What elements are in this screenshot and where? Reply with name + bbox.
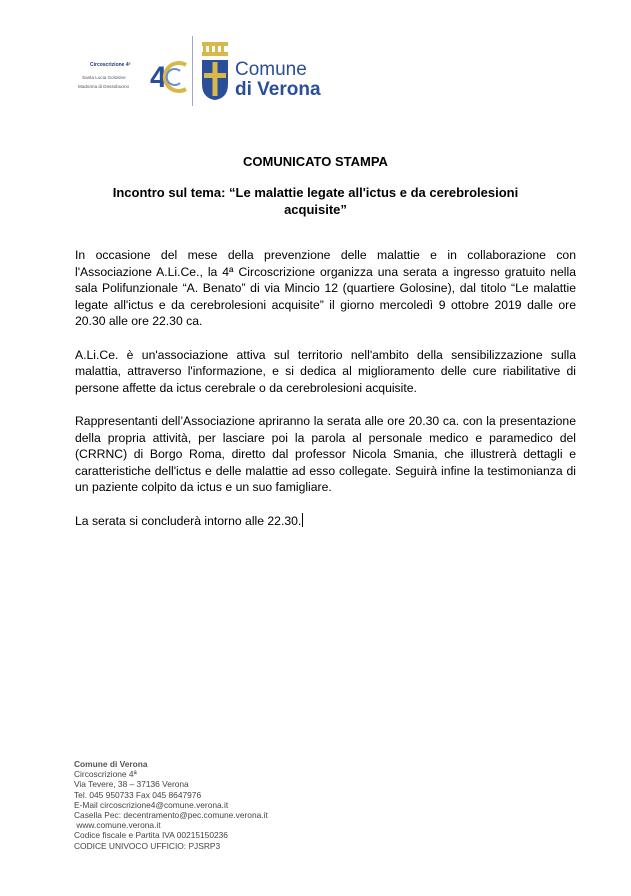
footer [74,759,268,851]
comune-wordmark-line2: di Verona [235,79,321,100]
footer-line: CODICE UNIVOCO UFFICIO: PJSRP3 [74,840,221,851]
footer-line: Via Tevere, 38 – 37136 Verona [74,779,189,790]
circoscrizione-area-2: Madonna di Dossobuono [78,84,130,89]
paragraph-2: A.Li.Ce. è un'associazione attiva sul territorio nell'ambito della sensibilizzazione sulla malattia, attraverso l'informazione, e si dedica al miglioramento delle cure riabilitative di persone affette da ictus cerebrale o da cerebrolesioni acquisite. [75,347,576,395]
footer-line: Tel. 045 950733 Fax 045 8647976 [74,789,202,800]
paragraph-4 [75,513,576,530]
document-title: COMUNICATO STAMPA [243,154,388,169]
footer-org: Comune di Verona [74,759,148,769]
verona-crest-icon [200,40,230,102]
paragraph-1: In occasione del mese della prevenzione delle malattie e in collaborazione con l'Associazione A.Li.Ce., la 4ª Circoscrizione organizza una serata a ingresso gratuito nella sala Polifunzionale “A. Benato” di via Mincio 12 (quartiere Golosine), dal titolo “Le malattie legate all'ictus e da cerebrolesioni acquisite” il giorno mercoledì 9 ottobre 2019 dalle ore 20.30 alle ore 22.30 ca. [75,248,576,328]
footer-line: Circoscrizione 4ª [74,769,137,780]
footer-website: www.comune.verona.it [74,820,161,831]
text-cursor [302,513,303,527]
closing-sentence: La serata si concluderà intorno alle 22.30. [75,513,302,528]
footer-pec: Casella Pec: decentramento@pec.comune.verona.it [74,810,268,821]
paragraph-3: Rappresentanti dell’Associazione apriranno la serata alle ore 20.30 ca. con la presentazione della propria attività, per lasciare poi la parola al personale medico e paramedico del (CRRNC) di Borgo Roma, diretto dal professor Nicola Smania, che illustrerà dettagli e caratteristiche dell'ictus e delle malattie ad esso collegate. Seguirà infine la testimonianza di un paziente colpito da ictus e un suo famigliare. [75,414,576,494]
document-subtitle: Incontro sul tema: “Le malattie legate all'ictus e da cerebrolesioni acquisite” [112,185,519,217]
svg-text:4: 4 [150,61,167,94]
press-release-body [75,247,576,546]
circoscrizione-4c-logo [150,55,190,97]
comune-wordmark-line1: Comune [235,59,307,80]
footer-line: Codice fiscale e Partita IVA 00215150236 [74,830,228,841]
circoscrizione-area-1: Santa Lucia Golosine [82,75,126,80]
footer-email: E-Mail circoscrizione4@comune.verona.it [74,799,229,810]
header-divider [192,36,193,106]
circoscrizione-label: Circoscrizione 4ª [90,62,131,68]
